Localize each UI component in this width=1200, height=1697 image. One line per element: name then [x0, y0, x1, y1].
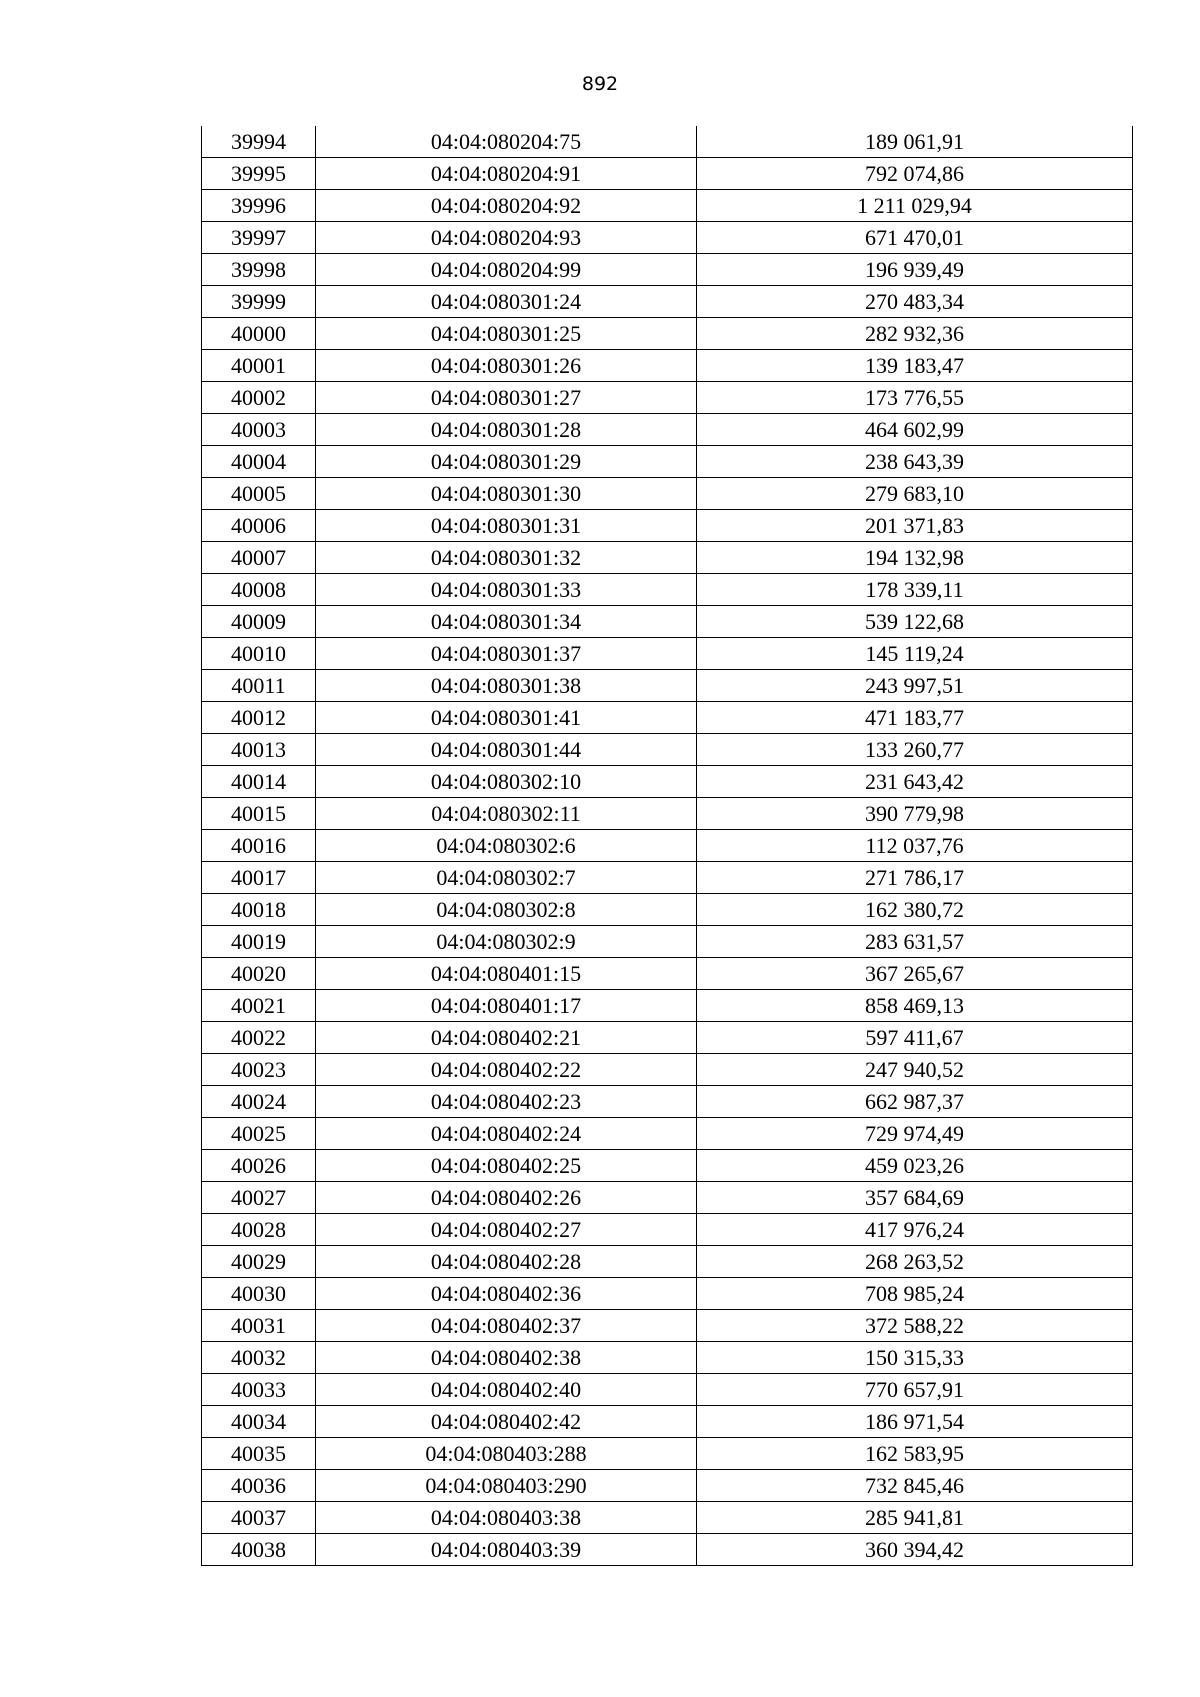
table-row — [202, 1534, 1133, 1566]
cadastral-value-cell: 139 183,47 — [697, 350, 1133, 382]
cadastral-number-cell: 04:04:080403:38 — [316, 1502, 697, 1534]
row-number-cell: 40015 — [202, 798, 316, 830]
cadastral-number-cell: 04:04:080401:17 — [316, 990, 697, 1022]
cadastral-value-cell: 186 971,54 — [697, 1406, 1133, 1438]
cadastral-value-cell: 268 263,52 — [697, 1246, 1133, 1278]
row-number-cell: 40014 — [202, 766, 316, 798]
table-row — [202, 702, 1133, 734]
cadastral-number-cell: 04:04:080402:37 — [316, 1310, 697, 1342]
row-number-cell: 40022 — [202, 1022, 316, 1054]
table-row — [202, 414, 1133, 446]
cadastral-value-cell: 770 657,91 — [697, 1374, 1133, 1406]
cadastral-number-cell: 04:04:080302:9 — [316, 926, 697, 958]
table-row — [202, 1246, 1133, 1278]
table-row — [202, 1118, 1133, 1150]
cadastral-value-cell: 189 061,91 — [697, 126, 1133, 158]
cadastral-value-cell: 196 939,49 — [697, 254, 1133, 286]
cadastral-number-cell: 04:04:080302:8 — [316, 894, 697, 926]
table-row — [202, 446, 1133, 478]
table-row — [202, 926, 1133, 958]
row-number-cell: 40004 — [202, 446, 316, 478]
cadastral-value-cell: 417 976,24 — [697, 1214, 1133, 1246]
cadastral-value-table — [201, 126, 1133, 1566]
cadastral-number-cell: 04:04:080204:75 — [316, 126, 697, 158]
cadastral-value-cell: 597 411,67 — [697, 1022, 1133, 1054]
table-row — [202, 574, 1133, 606]
cadastral-value-cell: 792 074,86 — [697, 158, 1133, 190]
cadastral-number-cell: 04:04:080301:24 — [316, 286, 697, 318]
cadastral-number-cell: 04:04:080402:40 — [316, 1374, 697, 1406]
cadastral-value-cell: 112 037,76 — [697, 830, 1133, 862]
row-number-cell: 40037 — [202, 1502, 316, 1534]
table-row — [202, 830, 1133, 862]
cadastral-number-cell: 04:04:080403:290 — [316, 1470, 697, 1502]
cadastral-number-cell: 04:04:080402:36 — [316, 1278, 697, 1310]
table-row — [202, 606, 1133, 638]
table-row — [202, 1406, 1133, 1438]
cadastral-number-cell: 04:04:080301:32 — [316, 542, 697, 574]
cadastral-value-cell: 662 987,37 — [697, 1086, 1133, 1118]
cadastral-value-cell: 858 469,13 — [697, 990, 1133, 1022]
cadastral-number-cell: 04:04:080402:21 — [316, 1022, 697, 1054]
cadastral-value-cell: 459 023,26 — [697, 1150, 1133, 1182]
row-number-cell: 40005 — [202, 478, 316, 510]
table-row — [202, 1310, 1133, 1342]
row-number-cell: 40030 — [202, 1278, 316, 1310]
cadastral-number-cell: 04:04:080402:23 — [316, 1086, 697, 1118]
table-row — [202, 1150, 1133, 1182]
row-number-cell: 40000 — [202, 318, 316, 350]
row-number-cell: 40019 — [202, 926, 316, 958]
cadastral-number-cell: 04:04:080402:26 — [316, 1182, 697, 1214]
cadastral-value-cell: 279 683,10 — [697, 478, 1133, 510]
cadastral-number-cell: 04:04:080403:288 — [316, 1438, 697, 1470]
table-row — [202, 158, 1133, 190]
table-row — [202, 638, 1133, 670]
cadastral-value-cell: 285 941,81 — [697, 1502, 1133, 1534]
row-number-cell: 40010 — [202, 638, 316, 670]
table-row — [202, 1054, 1133, 1086]
row-number-cell: 40018 — [202, 894, 316, 926]
row-number-cell: 40006 — [202, 510, 316, 542]
cadastral-value-cell: 178 339,11 — [697, 574, 1133, 606]
cadastral-value-cell: 162 380,72 — [697, 894, 1133, 926]
cadastral-number-cell: 04:04:080301:28 — [316, 414, 697, 446]
row-number-cell: 40036 — [202, 1470, 316, 1502]
row-number-cell: 40012 — [202, 702, 316, 734]
table-row — [202, 990, 1133, 1022]
cadastral-number-cell: 04:04:080402:27 — [316, 1214, 697, 1246]
table-row — [202, 1438, 1133, 1470]
row-number-cell: 39997 — [202, 222, 316, 254]
cadastral-number-cell: 04:04:080301:31 — [316, 510, 697, 542]
cadastral-value-cell: 201 371,83 — [697, 510, 1133, 542]
row-number-cell: 39995 — [202, 158, 316, 190]
cadastral-number-cell: 04:04:080301:25 — [316, 318, 697, 350]
cadastral-number-cell: 04:04:080301:38 — [316, 670, 697, 702]
row-number-cell: 40001 — [202, 350, 316, 382]
row-number-cell: 40027 — [202, 1182, 316, 1214]
row-number-cell: 39999 — [202, 286, 316, 318]
cadastral-number-cell: 04:04:080301:30 — [316, 478, 697, 510]
cadastral-value-cell: 732 845,46 — [697, 1470, 1133, 1502]
row-number-cell: 40032 — [202, 1342, 316, 1374]
row-number-cell: 40033 — [202, 1374, 316, 1406]
table-row — [202, 766, 1133, 798]
table-row — [202, 734, 1133, 766]
cadastral-number-cell: 04:04:080301:44 — [316, 734, 697, 766]
table-row — [202, 478, 1133, 510]
cadastral-value-cell: 471 183,77 — [697, 702, 1133, 734]
table-row — [202, 382, 1133, 414]
row-number-cell: 40011 — [202, 670, 316, 702]
cadastral-number-cell: 04:04:080204:99 — [316, 254, 697, 286]
table-row — [202, 1182, 1133, 1214]
row-number-cell: 40016 — [202, 830, 316, 862]
cadastral-value-cell: 283 631,57 — [697, 926, 1133, 958]
table-row — [202, 222, 1133, 254]
row-number-cell: 40029 — [202, 1246, 316, 1278]
table-row — [202, 1374, 1133, 1406]
cadastral-value-cell: 270 483,34 — [697, 286, 1133, 318]
table-row — [202, 1086, 1133, 1118]
table-row — [202, 1278, 1133, 1310]
cadastral-number-cell: 04:04:080302:7 — [316, 862, 697, 894]
cadastral-value-cell: 247 940,52 — [697, 1054, 1133, 1086]
cadastral-value-cell: 1 211 029,94 — [697, 190, 1133, 222]
cadastral-value-cell: 357 684,69 — [697, 1182, 1133, 1214]
cadastral-number-cell: 04:04:080301:34 — [316, 606, 697, 638]
cadastral-number-cell: 04:04:080402:28 — [316, 1246, 697, 1278]
row-number-cell: 40026 — [202, 1150, 316, 1182]
cadastral-value-cell: 367 265,67 — [697, 958, 1133, 990]
row-number-cell: 40003 — [202, 414, 316, 446]
cadastral-value-cell: 282 932,36 — [697, 318, 1133, 350]
row-number-cell: 39994 — [202, 126, 316, 158]
table-row — [202, 1502, 1133, 1534]
table-row — [202, 862, 1133, 894]
table-row — [202, 286, 1133, 318]
table-row — [202, 894, 1133, 926]
row-number-cell: 40008 — [202, 574, 316, 606]
table-row — [202, 1022, 1133, 1054]
table-row — [202, 958, 1133, 990]
cadastral-number-cell: 04:04:080402:25 — [316, 1150, 697, 1182]
cadastral-value-cell: 145 119,24 — [697, 638, 1133, 670]
row-number-cell: 40007 — [202, 542, 316, 574]
cadastral-value-cell: 238 643,39 — [697, 446, 1133, 478]
table-row — [202, 1470, 1133, 1502]
row-number-cell: 40031 — [202, 1310, 316, 1342]
cadastral-number-cell: 04:04:080204:92 — [316, 190, 697, 222]
row-number-cell: 39998 — [202, 254, 316, 286]
row-number-cell: 40025 — [202, 1118, 316, 1150]
cadastral-value-cell: 150 315,33 — [697, 1342, 1133, 1374]
cadastral-number-cell: 04:04:080301:26 — [316, 350, 697, 382]
cadastral-value-cell: 133 260,77 — [697, 734, 1133, 766]
page-number: 892 — [581, 73, 619, 95]
row-number-cell: 40035 — [202, 1438, 316, 1470]
table-row — [202, 318, 1133, 350]
cadastral-value-cell: 539 122,68 — [697, 606, 1133, 638]
row-number-cell: 40021 — [202, 990, 316, 1022]
cadastral-number-cell: 04:04:080301:37 — [316, 638, 697, 670]
table-row — [202, 510, 1133, 542]
table-row — [202, 190, 1133, 222]
table-row — [202, 1342, 1133, 1374]
row-number-cell: 40038 — [202, 1534, 316, 1566]
row-number-cell: 40009 — [202, 606, 316, 638]
cadastral-value-cell: 671 470,01 — [697, 222, 1133, 254]
row-number-cell: 40020 — [202, 958, 316, 990]
cadastral-value-cell: 231 643,42 — [697, 766, 1133, 798]
cadastral-value-cell: 271 786,17 — [697, 862, 1133, 894]
cadastral-number-cell: 04:04:080301:29 — [316, 446, 697, 478]
cadastral-value-cell: 464 602,99 — [697, 414, 1133, 446]
table-row — [202, 542, 1133, 574]
cadastral-value-cell: 243 997,51 — [697, 670, 1133, 702]
cadastral-number-cell: 04:04:080204:91 — [316, 158, 697, 190]
cadastral-value-cell: 708 985,24 — [697, 1278, 1133, 1310]
row-number-cell: 40013 — [202, 734, 316, 766]
table-row — [202, 670, 1133, 702]
table-body — [202, 126, 1133, 1566]
cadastral-number-cell: 04:04:080301:33 — [316, 574, 697, 606]
table-row — [202, 1214, 1133, 1246]
table-row — [202, 126, 1133, 158]
table-row — [202, 350, 1133, 382]
cadastral-number-cell: 04:04:080402:24 — [316, 1118, 697, 1150]
cadastral-number-cell: 04:04:080302:6 — [316, 830, 697, 862]
cadastral-number-cell: 04:04:080301:41 — [316, 702, 697, 734]
row-number-cell: 40024 — [202, 1086, 316, 1118]
cadastral-value-cell: 360 394,42 — [697, 1534, 1133, 1566]
table-row — [202, 254, 1133, 286]
cadastral-number-cell: 04:04:080204:93 — [316, 222, 697, 254]
table-row — [202, 798, 1133, 830]
cadastral-value-cell: 372 588,22 — [697, 1310, 1133, 1342]
cadastral-number-cell: 04:04:080403:39 — [316, 1534, 697, 1566]
cadastral-value-cell: 729 974,49 — [697, 1118, 1133, 1150]
row-number-cell: 40002 — [202, 382, 316, 414]
cadastral-number-cell: 04:04:080302:11 — [316, 798, 697, 830]
cadastral-value-cell: 173 776,55 — [697, 382, 1133, 414]
row-number-cell: 39996 — [202, 190, 316, 222]
cadastral-value-cell: 194 132,98 — [697, 542, 1133, 574]
cadastral-number-cell: 04:04:080302:10 — [316, 766, 697, 798]
cadastral-number-cell: 04:04:080402:42 — [316, 1406, 697, 1438]
cadastral-number-cell: 04:04:080401:15 — [316, 958, 697, 990]
cadastral-value-cell: 162 583,95 — [697, 1438, 1133, 1470]
row-number-cell: 40023 — [202, 1054, 316, 1086]
cadastral-number-cell: 04:04:080402:38 — [316, 1342, 697, 1374]
cadastral-number-cell: 04:04:080301:27 — [316, 382, 697, 414]
cadastral-number-cell: 04:04:080402:22 — [316, 1054, 697, 1086]
row-number-cell: 40034 — [202, 1406, 316, 1438]
row-number-cell: 40028 — [202, 1214, 316, 1246]
row-number-cell: 40017 — [202, 862, 316, 894]
cadastral-value-cell: 390 779,98 — [697, 798, 1133, 830]
